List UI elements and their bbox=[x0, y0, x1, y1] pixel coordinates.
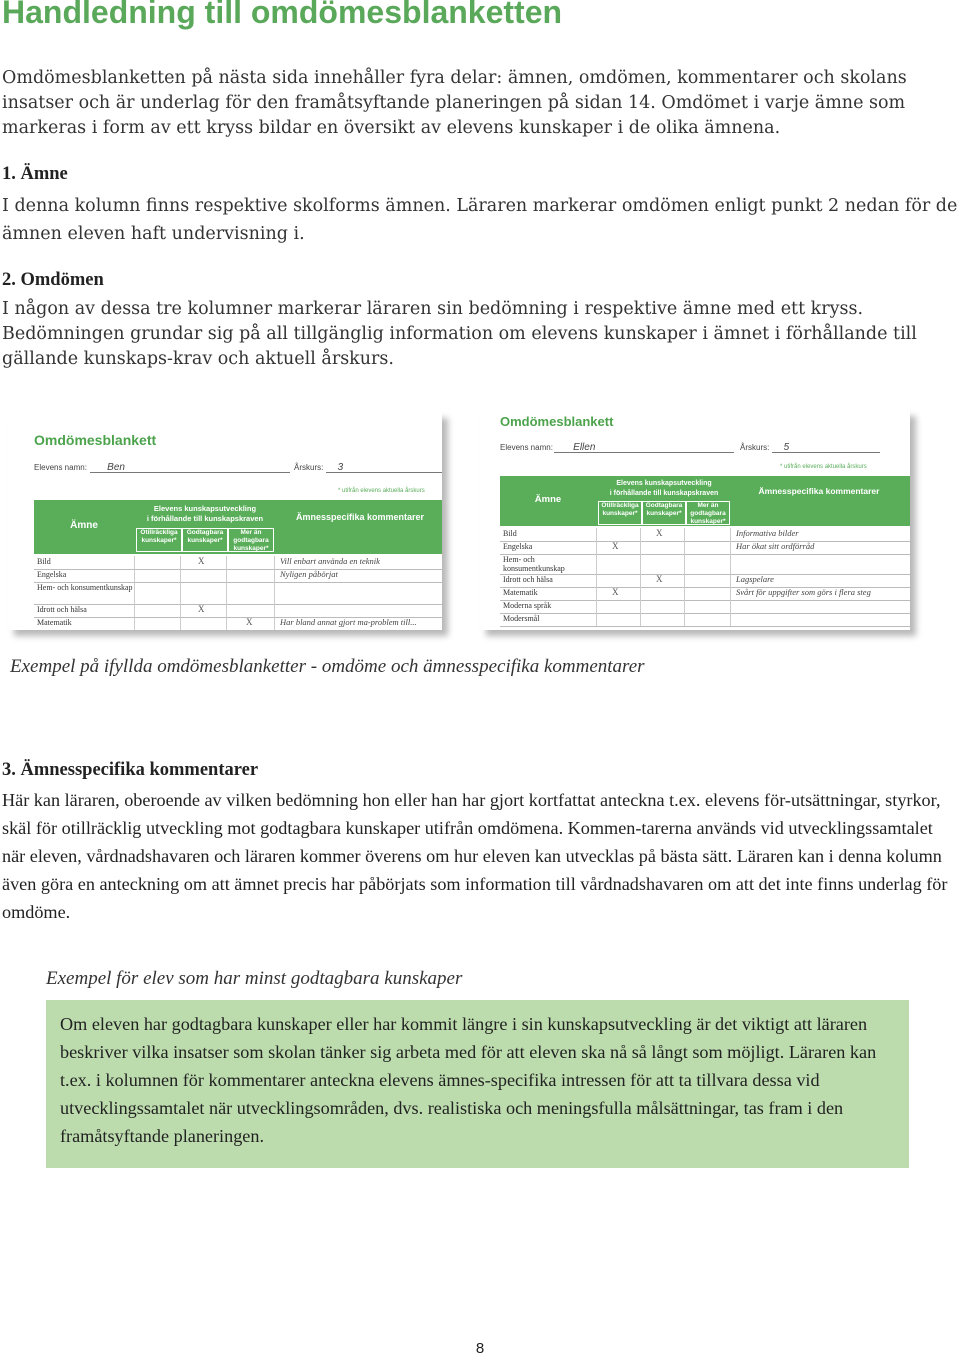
table-row bbox=[500, 574, 910, 588]
row-mark: X bbox=[198, 556, 205, 566]
section-3-text: Här kan läraren, oberoende av vilken bedömning hon eller han har gjort kortfattat anteckna t.ex. elevens för-utsättningar, styrkor, skäl för otillräcklig utveckling mot godtagbara kunskaper utifrån omdömena. Kommen-tarerna används vid utvecklingssamtalet när eleven, vårdnadshavaren och läraren kommer överens om hur eleven kan utvecklas på bästa sätt. Läraren kan i denna kolumn även göra en anteckning om att ämnet precis har påbörjats som information till vårdnadshavaren om att det inte finns underlag för omdöme. bbox=[2, 790, 948, 922]
subcol-insufficient: Otillräckliga kunskaper* bbox=[136, 528, 182, 552]
section-3-heading: 3. Ämnesspecifika kommentarer bbox=[2, 760, 259, 780]
row-subject: Hem- och konsumentkunskap bbox=[37, 583, 133, 592]
table-row bbox=[500, 587, 910, 601]
form-note: * utifrån elevens aktuella årskurs bbox=[338, 488, 425, 494]
col-subject: Ämne bbox=[70, 520, 98, 531]
row-mark: X bbox=[612, 541, 619, 551]
page-number: 8 bbox=[475, 1340, 485, 1357]
table-row bbox=[34, 582, 442, 605]
subcol-acceptable: Godtagbara kunskaper* bbox=[642, 501, 686, 525]
table-row bbox=[500, 613, 910, 627]
grade-label: Årskurs: bbox=[740, 443, 770, 452]
table-row bbox=[34, 617, 442, 630]
row-subject: Idrott och hälsa bbox=[503, 575, 553, 584]
table-row bbox=[500, 600, 910, 614]
row-subject: Engelska bbox=[503, 542, 533, 551]
form-example-1 bbox=[8, 412, 442, 630]
table-header bbox=[500, 476, 910, 526]
grade-value: 5 bbox=[783, 442, 790, 453]
figure-caption: Exempel på ifyllda omdömesblanketter - omdöme och ämnesspecifika kommentarer bbox=[10, 656, 645, 677]
section-1-text: I denna kolumn finns respektive skolforms ämnen. Läraren markerar omdömen enligt punkt 2 nedan för de ämnen eleven haft undervisning i. bbox=[2, 196, 958, 244]
row-comment: Informativa bilder bbox=[736, 528, 799, 538]
name-label: Elevens namn: bbox=[34, 463, 87, 472]
table-row bbox=[500, 528, 910, 542]
name-value: Ellen bbox=[573, 442, 596, 453]
name-underline bbox=[554, 452, 734, 453]
subcol-acceptable: Godtagbara kunskaper* bbox=[182, 528, 228, 552]
section-2-text: I någon av dessa tre kolumner markerar läraren sin bedömning i respektive ämne med ett kryss. Bedömningen grundar sig på all tillgänglig information om elevens kunskaper i ämnet i förhållande till gällande kunskaps-krav och aktuell årskurs. bbox=[2, 299, 917, 369]
name-label: Elevens namn: bbox=[500, 443, 553, 452]
section-2-heading: 2. Omdömen bbox=[2, 270, 104, 290]
table-row bbox=[500, 554, 910, 575]
row-comment: Har bland annat gjort ma-problem till... bbox=[280, 617, 417, 627]
row-subject: Hem- och konsumentkunskap bbox=[503, 555, 565, 573]
grade-value: 3 bbox=[337, 462, 344, 473]
row-comment: Svårt för uppgifter som görs i flera steg bbox=[736, 587, 871, 597]
table-body bbox=[500, 528, 910, 630]
grade-underline bbox=[772, 452, 880, 453]
form-example-2 bbox=[480, 410, 910, 630]
example-caption: Exempel för elev som har minst godtagbara kunskaper bbox=[46, 968, 463, 989]
row-subject: Moderna språk bbox=[503, 601, 552, 610]
row-mark: X bbox=[198, 604, 205, 614]
table-header bbox=[34, 500, 442, 554]
row-subject: Engelska bbox=[37, 570, 67, 579]
col-comments: Ämnesspecifika kommentarer bbox=[295, 512, 425, 522]
row-comment: Nyligen påbörjat bbox=[280, 569, 338, 579]
name-underline bbox=[90, 472, 290, 473]
row-comment: Lagspelare bbox=[736, 574, 774, 584]
table-row bbox=[500, 541, 910, 555]
table-row bbox=[34, 604, 442, 618]
grade-underline bbox=[326, 472, 442, 473]
col-comments: Ämnesspecifika kommentarer bbox=[758, 486, 880, 496]
example-box-text: Om eleven har godtagbara kunskaper eller har kommit längre i sin kunskapsutveckling är det viktigt att läraren beskriver vilka insatser som skolan tänker sig arbeta med för att eleven ska nå så långt som möjligt. Läraren kan t.ex. i kolumnen för kommentarer anteckna elevens ämnes-specifika intressen för att ta tillvara dessa vid utvecklingssamtalet när utvecklingsområden, dvs. realistiska och meningsfulla målsättningar, tas fram i den framåtsyftande planeringen. bbox=[60, 1014, 877, 1146]
form-title: Omdömesblankett bbox=[500, 414, 614, 429]
col-subject: Ämne bbox=[534, 494, 562, 505]
row-subject: Idrott och hälsa bbox=[37, 605, 87, 614]
table-body bbox=[34, 556, 442, 630]
section-1-heading: 1. Ämne bbox=[2, 164, 68, 184]
example-box bbox=[46, 1000, 909, 1168]
row-comment: Vill enbart använda en teknik bbox=[280, 556, 380, 566]
row-mark: X bbox=[656, 528, 663, 538]
row-comment: Har ökat sitt ordförråd bbox=[736, 541, 815, 551]
row-subject: Bild bbox=[503, 529, 517, 538]
form-title: Omdömesblankett bbox=[34, 432, 157, 448]
subcol-more-than: Mer än godtagbara kunskaper* bbox=[686, 501, 730, 525]
row-mark: X bbox=[612, 587, 619, 597]
subcol-more-than: Mer än godtagbara kunskaper* bbox=[228, 528, 274, 552]
intro-paragraph: Omdömesblanketten på nästa sida innehåller fyra delar: ämnen, omdömen, kommentarer och skolans insatser och är underlag för den framåtsyftande planeringen på sidan 14. Omdömet i varje ämne som markeras i form av ett kryss bildar en översikt av elevens kunskaper i de olika ämnena. bbox=[2, 68, 907, 138]
form-note: * utifrån elevens aktuella årskurs bbox=[780, 464, 867, 470]
row-mark: X bbox=[656, 574, 663, 584]
name-value: Ben bbox=[107, 462, 125, 473]
row-subject: Matematik bbox=[37, 618, 72, 627]
row-subject: Matematik bbox=[503, 588, 538, 597]
table-row bbox=[34, 556, 442, 570]
row-subject: Bild bbox=[37, 557, 51, 566]
col-dev: Elevens kunskapsutveckling i förhållande till kunskapskraven bbox=[146, 504, 264, 523]
row-subject: Modersmål bbox=[503, 614, 540, 623]
subcol-insufficient: Otillräckliga kunskaper* bbox=[598, 501, 642, 525]
col-dev: Elevens kunskapsutveckling i förhållande till kunskapskraven bbox=[609, 480, 719, 497]
page-title: Handledning till omdömesblanketten bbox=[2, 0, 563, 30]
grade-label: Årskurs: bbox=[294, 463, 324, 472]
table-row bbox=[34, 569, 442, 583]
row-mark: X bbox=[246, 617, 253, 627]
